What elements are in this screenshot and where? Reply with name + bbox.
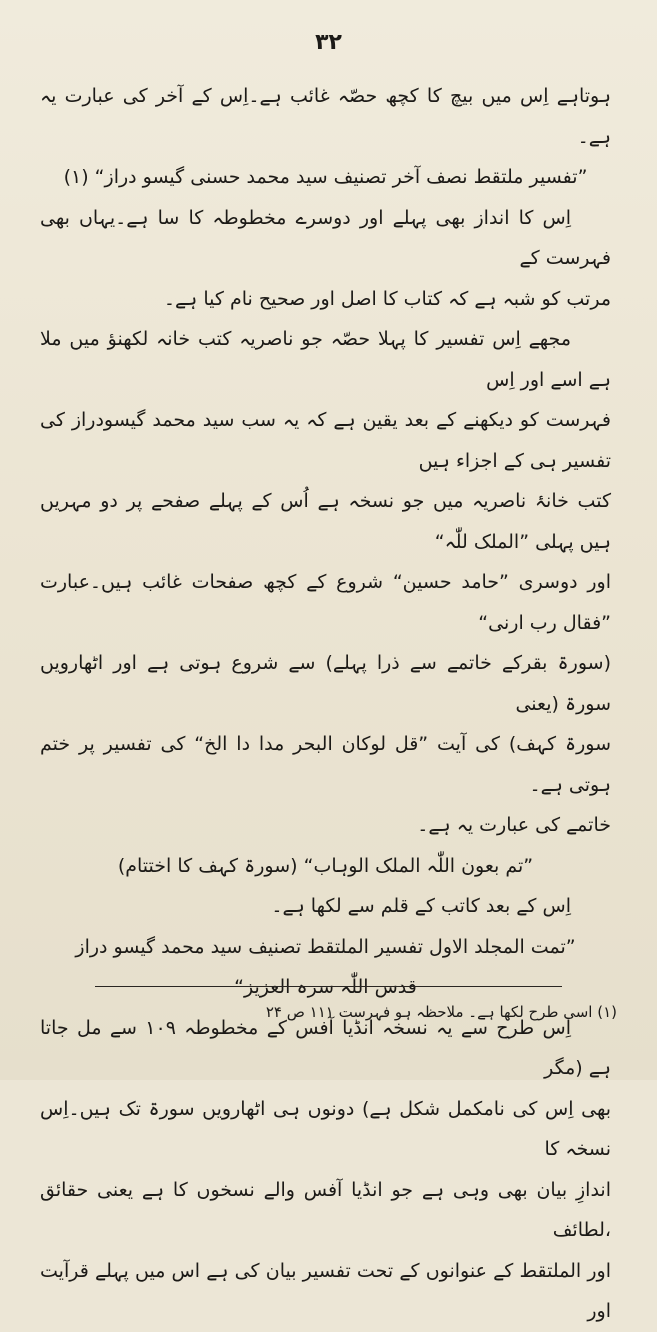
text-line: اندازِ بیان بھی وہی ہے جو انڈیا آفس والے نسخوں کا ہے یعنی حقائق ،لطائف <box>40 1178 611 1241</box>
text-line: ہوتاہے اِس میں بیچ کا کچھ حصّہ غائب ہے۔اِس کے آخر کی عبارت یہ ہے۔ <box>40 85 611 148</box>
quote-line: ”تم بعون اللّٰہ الملک الوہاب“ (سورۃ کہف کا اختتام) <box>117 854 534 877</box>
quote-line: ”تفسیر ملتقط نصف آخر تصنیف سید محمد حسنی گیسو دراز“ (۱) <box>63 166 588 188</box>
text-line: اِس کا انداز بھی پہلے اور دوسرے مخطوطہ کا سا ہے۔یہاں بھی فہرست کے <box>40 206 611 269</box>
text-line: اور الملتقط کے عنوانوں کے تحت تفسیر بیان کی ہے اس میں پہلے قرآیت اور <box>40 1259 611 1322</box>
text-line: اِس کے بعد کاتب کے قلم سے لکھا ہے۔ <box>271 895 571 917</box>
footnote: (۱) اسی طرح لکھا ہے۔ ملاحظہ ہو فہرست ۱۱۱ ص ۲۴ <box>265 1003 617 1021</box>
text-line: بھی اِس کی نامکمل شکل ہے) دونوں ہی اٹھارویں سورۃ تک ہیں۔اِس نسخہ کا <box>40 1097 611 1160</box>
footnote-divider <box>95 986 562 987</box>
text-line: خاتمے کی عبارت یہ ہے۔ <box>417 814 611 836</box>
text-line: مرتب کو شبہ ہے کہ کتاب کا اصل اور صحیح نام کیا ہے۔ <box>163 287 611 310</box>
page-number: ۳۲ <box>315 30 342 55</box>
text-line: (سورۃ بقرکے خاتمے سے ذرا پہلے) سے شروع ہوتی ہے اور اٹھارویں سورۃ (یعنی <box>40 652 611 715</box>
quote-line: ”تمت المجلد الاول تفسیر الملتقط تصنیف سید محمد گیسو دراز <box>75 935 576 958</box>
text-line: اِس طرح سے یہ نسخہ انڈیا آفس کے مخطوطہ ۱۰۹ سے مل جاتا ہے (مگر <box>40 1016 611 1079</box>
quote-line: قدس اللّٰہ سرہ العزیز“ <box>234 976 417 998</box>
text-line: اور دوسری ”حامد حسین“ شروع کے کچھ صفحات غائب ہیں۔عبارت ”فقال رب ارنی“ <box>40 571 611 634</box>
text-line: سورۃ کہف) کی آیت ”قل لوکان البحر مدا دا الخ“ کی تفسیر پر ختم ہوتی ہے۔ <box>40 733 611 796</box>
page-body <box>40 76 617 1332</box>
text-line: کتب خانۂ ناصریہ میں جو نسخہ ہے اُس کے پہلے صفحے پر دو مہریں ہیں پہلی ”الملک للّٰہ“ <box>40 490 611 553</box>
text-line: فہرست کو دیکھنے کے بعد یقین ہے کہ یہ سب سید محمد گیسودراز کی تفسیر ہی کے اجزاء ہیں <box>40 409 611 472</box>
text-line: مجھے اِس تفسیر کا پہلا حصّہ جو ناصریہ کتب خانہ لکھنؤ میں ملا ہے اسے اور اِس <box>40 328 611 391</box>
